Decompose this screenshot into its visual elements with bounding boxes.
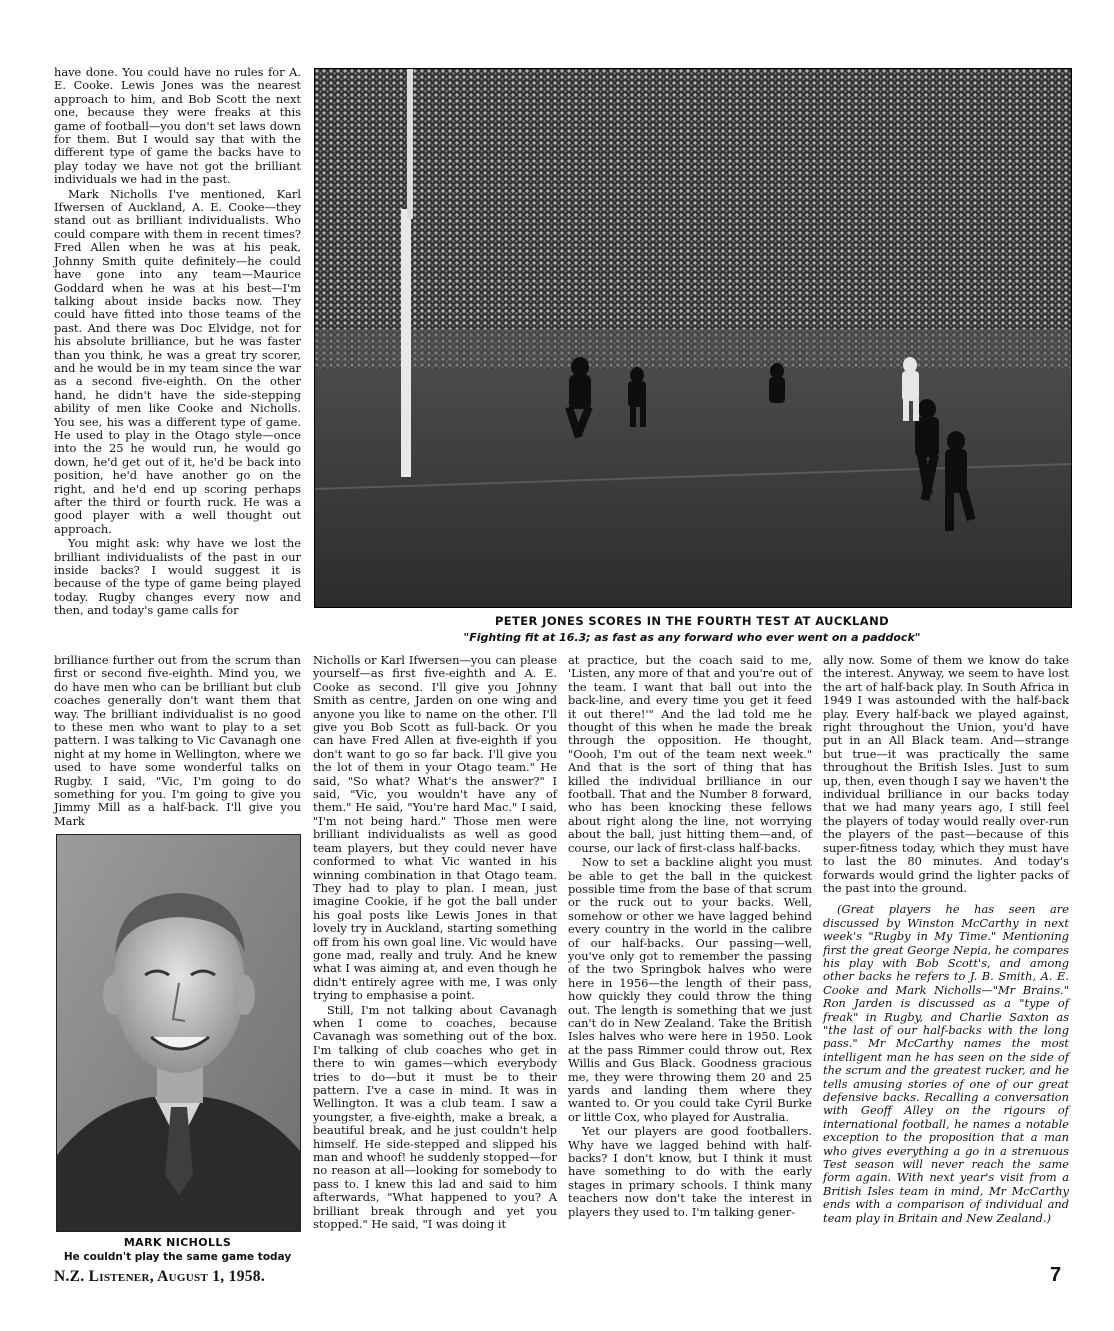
portrait-image xyxy=(57,835,300,1231)
crowd-and-field-image xyxy=(315,69,1071,607)
paragraph: Mark Nicholls I've mentioned, Karl Ifwersen of Auckland, A. E. Cooke—they stand out as brilliant individualists. Who could compare with them in recent times? Fred Allen when he was at his peak, Johnny Smith quite definitely—he could have gone into any team—Maurice Goddard when he was at his best—I'm talking about inside backs now. They could have fitted into those teams of the past. And there was Doc Elvidge, not for his absolute brilliance, but he was faster than you think, he was a great try scorer, and he would be in my team since the war as a second five-eighth. On the other hand, he didn't have the side-stepping ability of men like Cooke and Nicholls. You see, his was a different type of game. He used to play in the Otago style—once into the 25 he would run, he would go down, he'd get out of it, he'd be back into position, he'd have another go on the right, and he'd end up scoring perhaps after the third or fourth ruck. He was a good player with a well thought out approach. xyxy=(54,186,301,536)
article-column-1 xyxy=(54,66,301,618)
publication-footer: N.Z. Listener, August 1, 1958. xyxy=(54,1268,266,1285)
paragraph: Still, I'm not talking about Cavanagh when I come to coaches, because Cavanagh was something out of the box. I'm talking of club coaches who get in there to win games—which everybody tries to do—but it must be to their pattern. I've a case in mind. It was in Wellington. It was a club team. I saw a youngster, a five-eighth, make a break, a beautiful break, and he just couldn't help himself. He side-stepped and slipped his man and whoof! he suddenly stopped—for no reason at all—looking for somebody to pass to. I knew this lad and said to him afterwards, "What happened to you? A brilliant break through and yet you stopped." He said, "I was doing it xyxy=(313,1002,557,1232)
main-photo-caption-title: PETER JONES SCORES IN THE FOURTH TEST AT AUCKLAND xyxy=(494,614,890,628)
paragraph: at practice, but the coach said to me, 'Listen, any more of that and you're out of the team. I want that ball out into the back-line, and every time you get it feed it out there!'" And the lad told me he thought of this when he made the break through the opposition. He thought, "Oooh, I'm out of the team next week." And that is the sort of thing that has killed the individual brilliance in our football. That and the Number 8 forward, who has been knocking these fellows about right along the line, not worrying about the ball, just hitting them—and, of course, our lack of first-class half-backs. xyxy=(568,653,812,855)
rugby-match-photo xyxy=(314,68,1072,608)
article-column-3 xyxy=(568,654,812,1219)
portrait-caption-subtitle: He couldn't play the same game today xyxy=(63,1251,292,1263)
paragraph: brilliance further out from the scrum than first or second five-eighth. Mind you, we do have men who can be brilliant but club coaches generally don't want them that way. The brilliant individualist is no good to these men who want to play to a set pattern. I was talking to Vic Cavanagh one night at my home in Wellington, where we used to have some wonderful talks on Rugby. I said, "Vic, I'm going to do something for you. I'm going to give you Jimmy Mill as a half-back. I'll give you Mark xyxy=(54,653,301,828)
paragraph: have done. You could have no rules for A. E. Cooke. Lewis Jones was the nearest approach to him, and Bob Scott the next one, because they were freaks at this game of football—you don't set laws down for them. But I would say that with the different type of game the backs have to play today we have not got the brilliant individuals we had in the past. xyxy=(54,65,301,187)
paragraph: You might ask: why have we lost the brilliant individualists of the past in our inside backs? I would suggest it is because of the type of game being played today. Rugby changes every now and then, and today's game calls for xyxy=(54,536,301,618)
main-photo-caption-subtitle: "Fighting fit at 16.3; as fast as any forward who ever went on a paddock" xyxy=(463,631,921,644)
paragraph: Nicholls or Karl Ifwersen—you can please yourself—as first five-eighth and A. E. Cooke as second. I'll give you Johnny Smith as centre, Jarden on one wing and anyone you like to name on the other. I'll give you Bob Scott as full-back. Or you can have Fred Allen at five-eighth if you don't want to go so far back. I'll give you the lot of them in your Otago team." He said, "So what? What's the answer?" I said, "Vic, you wouldn't have any of them." He said, "You're hard Mac." I said, "I'm not being hard." Those men were brilliant individualists as well as good team players, but they could never have conformed to what Vic wanted in his winning combination in that Otago team. They had to play to plan. I mean, just imagine Cookie, if he got the ball under his goal posts like Lewis Jones in that lovely try in Auckland, starting something off from his own goal line. Vic would have gone mad, really and truly. And he knew what I was aiming at, and even though he didn't entirely agree with me, I was only trying to emphasise a point. xyxy=(313,653,557,1003)
page-number: 7 xyxy=(1050,1264,1062,1286)
editor-note: (Great players he has seen are discussed by Winston McCarthy in next week's "Rugby in My Time." Mentioning first the great George Nepia, he compares his play with Bob Scott's, and among other backs he refers to J. B. Smith, A. E. Cooke and Mark Nicholls—"Mr Brains." Ron Jarden is discussed as a "type of freak" in Rugby, and Charlie Saxton as "the last of our half-backs with the long pass." Mr McCarthy names the most intelligent man he has seen on the side of the scrum and the greatest rucker, and he tells amusing stories of one of our great defensive backs. Recalling a conversation with Geoff Alley on the rigours of international football, he names a notable exception to the proposition that a man who gives everything a go in a strenuous Test season will never reach the same form again. With next year's visit from a British Isles team in mind, Mr McCarthy ends with a comparison of individual and team play in Britain and New Zealand.) xyxy=(823,902,1069,1225)
paragraph: Yet our players are good footballers. Why have we lagged behind with half-backs? I don't know, but I think it must have something to do with the early stages in primary schools. I think many teachers now don't take the interest in players they used to. I'm talking gener- xyxy=(568,1124,812,1219)
paragraph: ally now. Some of them we know do take the interest. Anyway, we seem to have lost the art of half-back play. In South Africa in 1949 I was astounded with the half-back play. Every half-back we played against, right throughout the Union, you'd have put in an All Black team. And—strange but true—it was practically the same throughout the British Isles. Just to sum up, then, even though I say we haven't the individual brilliance in our backs today that we had many years ago, I still feel the players of today would really over-run the players of the past—because of this super-fitness today, which they must have to last the 80 minutes. And today's forwards would grind the lighter packs of the past into the ground. xyxy=(823,653,1069,895)
mark-nicholls-portrait xyxy=(56,834,301,1232)
article-column-2 xyxy=(313,654,557,1231)
main-photo-caption xyxy=(314,614,1070,644)
paragraph: Now to set a backline alight you must be able to get the ball in the quickest possible time from the base of that scrum or the ruck out to your backs. Well, somehow or other we have lagged behind every country in the world in the calibre of our half-backs. Our passing—well, you've only got to remember the passing of the two Springbok halves who were here in 1956—the length of their pass, how quickly they could throw the thing out. The length is something that we just can't do in New Zealand. Take the British Isles halves who were here in 1950. Look at the pass Rimmer could throw out, Rex Willis and Gus Black. Goodness gracious me, they were throwing them 20 and 25 yards and landing them where they wanted to. Or you could take Cyril Burke or little Cox, who played for Australia. xyxy=(568,855,812,1124)
portrait-caption xyxy=(54,1236,301,1263)
article-column-1-continued xyxy=(54,654,301,828)
article-column-4 xyxy=(823,654,1069,1225)
portrait-caption-title: MARK NICHOLLS xyxy=(123,1236,232,1249)
